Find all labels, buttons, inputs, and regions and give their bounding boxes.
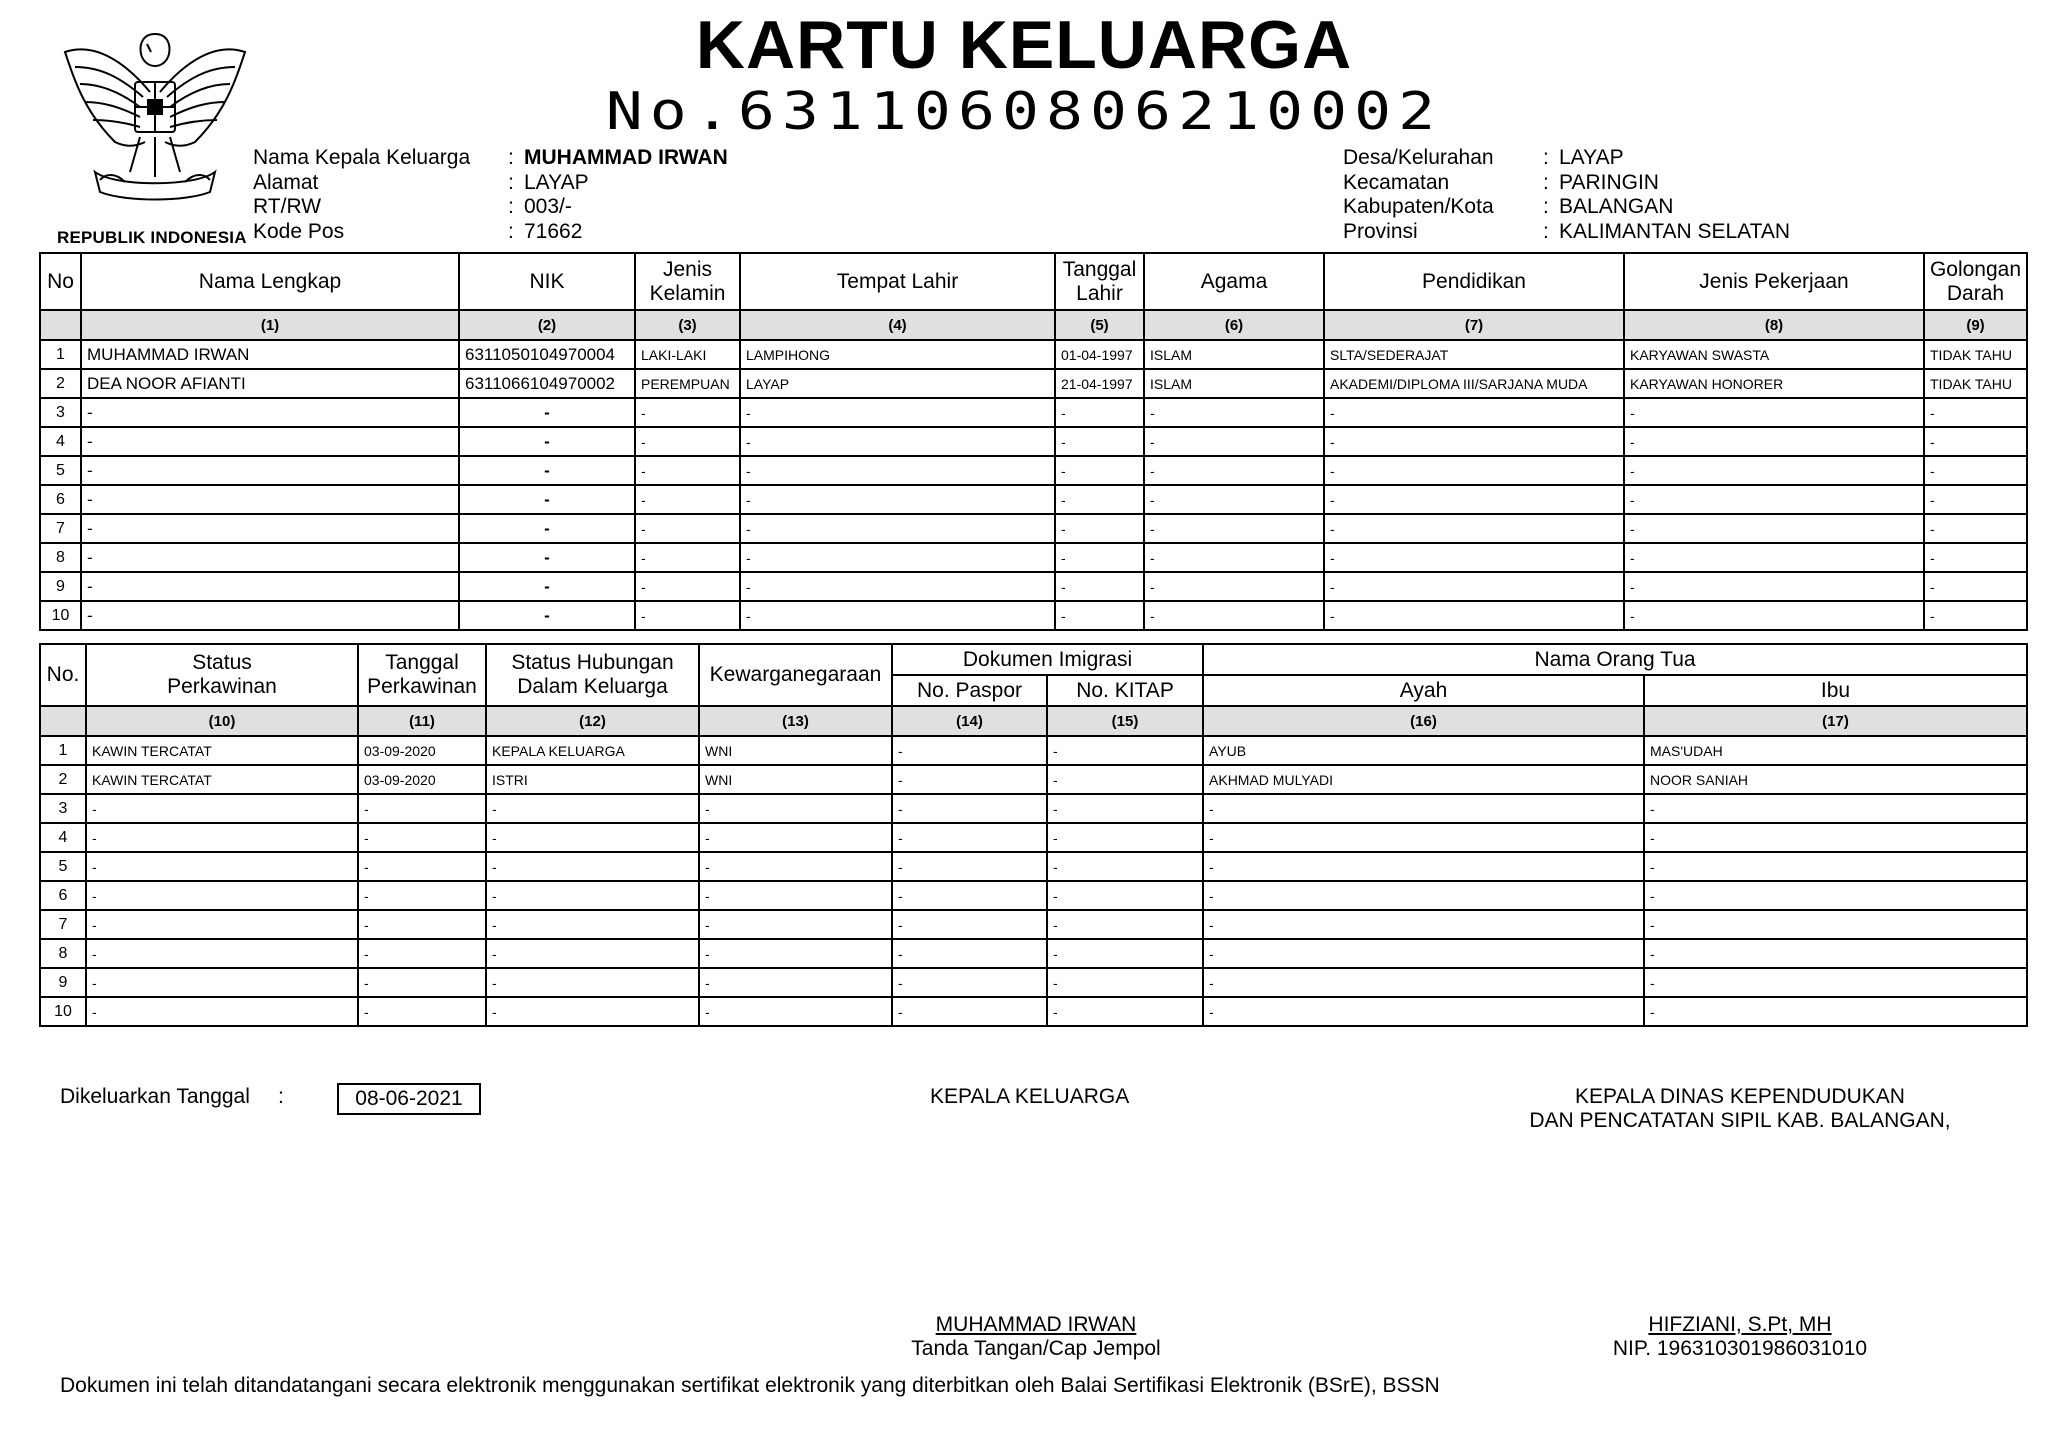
- table-cell: -: [81, 543, 459, 572]
- table-cell: -: [486, 823, 699, 852]
- table-cell: 6: [40, 485, 81, 514]
- table-cell: -: [1644, 794, 2027, 823]
- table-cell: -: [459, 572, 635, 601]
- table-cell: -: [892, 939, 1047, 968]
- table-cell: AYUB: [1203, 736, 1644, 765]
- document-title: KARTU KELUARGA: [695, 7, 1353, 83]
- table-cell: -: [740, 514, 1055, 543]
- table-row: [40, 852, 2027, 881]
- table-cell: 4: [40, 823, 86, 852]
- table-cell: 3: [40, 398, 81, 427]
- table-cell: -: [86, 852, 358, 881]
- table-cell: -: [635, 398, 740, 427]
- table-cell: -: [459, 543, 635, 572]
- table-cell: -: [892, 997, 1047, 1026]
- table-row: [40, 736, 2027, 765]
- header-cell: Nama Lengkap: [81, 253, 459, 310]
- header-cell: Jenis Kelamin: [635, 253, 740, 310]
- table-row: [40, 485, 2027, 514]
- kk-signer-name: MUHAMMAD IRWAN: [935, 1313, 1137, 1336]
- table-cell: -: [86, 823, 358, 852]
- table-row: [40, 398, 2027, 427]
- table-cell: ISTRI: [486, 765, 699, 794]
- table-cell: -: [1324, 572, 1624, 601]
- header-cell: Agama: [1144, 253, 1324, 310]
- table-cell: -: [699, 881, 892, 910]
- table-cell: SLTA/SEDERAJAT: [1324, 340, 1624, 369]
- table-cell: -: [1924, 456, 2027, 485]
- table-cell: -: [740, 485, 1055, 514]
- table-cell: -: [486, 997, 699, 1026]
- header-cell: Nama Orang Tua: [1203, 644, 2027, 675]
- table-cell: -: [86, 910, 358, 939]
- table-cell: -: [459, 456, 635, 485]
- header-cell: Pendidikan: [1324, 253, 1624, 310]
- table-cell: -: [1644, 997, 2027, 1026]
- header-cell: No: [40, 253, 81, 310]
- header-cell: Tanggal Perkawinan: [358, 644, 486, 706]
- table-cell: -: [1203, 794, 1644, 823]
- table-cell: 6311050104970004: [459, 340, 635, 369]
- table-cell: -: [486, 794, 699, 823]
- kepala-dinas-title-1: KEPALA DINAS KEPENDUDUKAN: [1575, 1085, 1905, 1108]
- table-cell: 21-04-1997: [1055, 369, 1144, 398]
- table-cell: -: [1047, 736, 1203, 765]
- header-cell: No. Paspor: [892, 675, 1047, 706]
- table-cell: 5: [40, 456, 81, 485]
- table-cell: -: [1203, 881, 1644, 910]
- table-cell: -: [358, 968, 486, 997]
- table-cell: -: [1624, 427, 1924, 456]
- table-cell: KARYAWAN SWASTA: [1624, 340, 1924, 369]
- table-cell: -: [740, 543, 1055, 572]
- table-cell: -: [1324, 514, 1624, 543]
- table-cell: TIDAK TAHU: [1924, 369, 2027, 398]
- table-cell: -: [1055, 456, 1144, 485]
- table-cell: -: [1055, 543, 1144, 572]
- table-cell: -: [86, 794, 358, 823]
- issued-colon: :: [278, 1085, 284, 1108]
- info-row-desa: Desa/Kelurahan : LAYAP: [1343, 146, 1624, 169]
- table-cell: -: [81, 485, 459, 514]
- table-cell: -: [1644, 881, 2027, 910]
- table-cell: -: [1047, 794, 1203, 823]
- table-cell: -: [1624, 601, 1924, 630]
- table-cell: TIDAK TAHU: [1924, 340, 2027, 369]
- table-cell: KEPALA KELUARGA: [486, 736, 699, 765]
- table-cell: -: [1924, 427, 2027, 456]
- table-cell: -: [635, 572, 740, 601]
- table-cell: -: [635, 456, 740, 485]
- table-cell: -: [459, 485, 635, 514]
- table-cell: -: [1924, 398, 2027, 427]
- table-cell: -: [358, 939, 486, 968]
- table-cell: -: [1047, 852, 1203, 881]
- table-cell: 01-04-1997: [1055, 340, 1144, 369]
- header-cell: Ibu: [1644, 675, 2027, 706]
- table-cell: LAYAP: [740, 369, 1055, 398]
- table-row: [40, 514, 2027, 543]
- table-cell: -: [81, 456, 459, 485]
- table-cell: -: [1055, 398, 1144, 427]
- table-cell: -: [740, 427, 1055, 456]
- table-cell: 2: [40, 369, 81, 398]
- table-cell: -: [1324, 543, 1624, 572]
- table-row: [40, 456, 2027, 485]
- table-cell: -: [1144, 456, 1324, 485]
- table-cell: -: [81, 427, 459, 456]
- info-row-kecamatan: Kecamatan : PARINGIN: [1343, 170, 1659, 194]
- table-cell: -: [1624, 514, 1924, 543]
- header-cell: NIK: [459, 253, 635, 310]
- table-cell: -: [1047, 881, 1203, 910]
- table-cell: 7: [40, 514, 81, 543]
- table-cell: -: [358, 794, 486, 823]
- table-cell: -: [1624, 485, 1924, 514]
- table-cell: -: [459, 601, 635, 630]
- table-cell: 3: [40, 794, 86, 823]
- header-cell: Tanggal Lahir: [1055, 253, 1144, 310]
- table-cell: -: [1047, 823, 1203, 852]
- header-cell: Status Perkawinan: [86, 644, 358, 706]
- info-row-kabupaten: Kabupaten/Kota : BALANGAN: [1343, 195, 1674, 218]
- table-cell: -: [699, 823, 892, 852]
- header-cell: Jenis Pekerjaan: [1624, 253, 1924, 310]
- table-cell: -: [1324, 456, 1624, 485]
- table-cell: -: [86, 939, 358, 968]
- table-row: [40, 601, 2027, 630]
- table-cell: NOOR SANIAH: [1644, 765, 2027, 794]
- table-cell: -: [1047, 968, 1203, 997]
- table-cell: -: [1203, 910, 1644, 939]
- table-cell: ISLAM: [1144, 369, 1324, 398]
- table-cell: -: [1203, 823, 1644, 852]
- table-row: [40, 794, 2027, 823]
- table-cell: -: [1144, 427, 1324, 456]
- table-cell: -: [1055, 427, 1144, 456]
- table-cell: 7: [40, 910, 86, 939]
- table-cell: 9: [40, 968, 86, 997]
- table-cell: 6311066104970002: [459, 369, 635, 398]
- table-cell: -: [699, 939, 892, 968]
- table-cell: -: [699, 997, 892, 1026]
- table-cell: -: [1924, 543, 2027, 572]
- table-cell: 8: [40, 543, 81, 572]
- table-cell: -: [740, 456, 1055, 485]
- table-cell: -: [892, 881, 1047, 910]
- table-cell: 10: [40, 601, 81, 630]
- kepala-keluarga-title: KEPALA KELUARGA: [930, 1085, 1130, 1108]
- table-cell: -: [358, 823, 486, 852]
- table-row: [40, 939, 2027, 968]
- table-cell: -: [81, 514, 459, 543]
- table-cell: -: [1047, 910, 1203, 939]
- table-cell: -: [1055, 514, 1144, 543]
- table-cell: -: [358, 852, 486, 881]
- table-cell: -: [486, 968, 699, 997]
- table-cell: -: [1644, 852, 2027, 881]
- table-cell: -: [1924, 485, 2027, 514]
- table-cell: 8: [40, 939, 86, 968]
- table-cell: -: [459, 514, 635, 543]
- table-cell: -: [635, 543, 740, 572]
- table-cell: -: [1047, 765, 1203, 794]
- table-cell: AKADEMI/DIPLOMA III/SARJANA MUDA: [1324, 369, 1624, 398]
- table-cell: -: [1624, 398, 1924, 427]
- table-cell: PEREMPUAN: [635, 369, 740, 398]
- table-cell: -: [1324, 398, 1624, 427]
- table-cell: -: [1144, 514, 1324, 543]
- table-cell: 4: [40, 427, 81, 456]
- dinas-signer-nip: NIP. 196310301986031010: [1612, 1337, 1868, 1360]
- table-cell: -: [486, 852, 699, 881]
- table-cell: LAKI-LAKI: [635, 340, 740, 369]
- table-cell: -: [1624, 456, 1924, 485]
- emblem-caption: REPUBLIK INDONESIA: [57, 228, 247, 247]
- table-cell: -: [1644, 968, 2027, 997]
- header-cell: Kewarganegaraan: [699, 644, 892, 706]
- table-cell: -: [1203, 968, 1644, 997]
- info-row-alamat: Alamat : LAYAP: [253, 170, 589, 194]
- table-cell: -: [892, 794, 1047, 823]
- table-cell: -: [81, 398, 459, 427]
- table-cell: 10: [40, 997, 86, 1026]
- table-cell: -: [459, 398, 635, 427]
- kk-signer-caption: Tanda Tangan/Cap Jempol: [911, 1337, 1161, 1360]
- table-cell: -: [699, 794, 892, 823]
- table-row: [40, 572, 2027, 601]
- kepala-dinas-title-2: DAN PENCATATAN SIPIL KAB. BALANGAN,: [1529, 1109, 1951, 1132]
- column-number-row: (1) (2) (3) (4) (5) (6) (7) (8) (9): [40, 310, 2027, 340]
- table-cell: -: [459, 427, 635, 456]
- table-cell: -: [635, 427, 740, 456]
- table-cell: -: [1324, 485, 1624, 514]
- table-cell: MAS'UDAH: [1644, 736, 2027, 765]
- table-cell: -: [1055, 572, 1144, 601]
- table-cell: -: [699, 968, 892, 997]
- head-of-family-name: MUHAMMAD IRWAN: [524, 146, 728, 169]
- header-cell: Golongan Darah: [1924, 253, 2027, 310]
- table-cell: AKHMAD MULYADI: [1203, 765, 1644, 794]
- table-cell: -: [1624, 543, 1924, 572]
- table-cell: -: [740, 398, 1055, 427]
- table-cell: -: [358, 881, 486, 910]
- status-table: [39, 643, 2028, 1027]
- table-cell: -: [1047, 939, 1203, 968]
- header-cell: Dokumen Imigrasi: [892, 644, 1203, 675]
- info-row-nama: Nama Kepala Keluarga : MUHAMMAD IRWAN: [253, 146, 728, 169]
- table-cell: -: [86, 881, 358, 910]
- table-cell: -: [1203, 939, 1644, 968]
- table-cell: -: [1644, 823, 2027, 852]
- table-row: [40, 881, 2027, 910]
- info-row-rtrw: RT/RW : 003/-: [253, 195, 572, 218]
- header-cell: Ayah: [1203, 675, 1644, 706]
- table-cell: -: [86, 968, 358, 997]
- table-cell: -: [1324, 427, 1624, 456]
- table-cell: -: [1055, 601, 1144, 630]
- header-cell: Status Hubungan Dalam Keluarga: [486, 644, 699, 706]
- table-cell: -: [1924, 572, 2027, 601]
- table-cell: -: [1144, 543, 1324, 572]
- table-cell: -: [699, 910, 892, 939]
- table-cell: -: [486, 939, 699, 968]
- table-row: [40, 369, 2027, 398]
- table-cell: KAWIN TERCATAT: [86, 736, 358, 765]
- table-cell: -: [892, 910, 1047, 939]
- table-row: [40, 340, 2027, 369]
- table-cell: -: [892, 852, 1047, 881]
- table-row: [40, 968, 2027, 997]
- table-cell: -: [86, 997, 358, 1026]
- table-cell: ISLAM: [1144, 340, 1324, 369]
- table-cell: -: [486, 881, 699, 910]
- info-row-provinsi: Provinsi : KALIMANTAN SELATAN: [1343, 219, 1791, 243]
- table-cell: -: [1144, 398, 1324, 427]
- table-cell: MUHAMMAD IRWAN: [81, 340, 459, 369]
- table-cell: -: [635, 485, 740, 514]
- header-cell: No. KITAP: [1047, 675, 1203, 706]
- table-cell: -: [1144, 572, 1324, 601]
- table-cell: -: [1644, 910, 2027, 939]
- table-cell: KARYAWAN HONORER: [1624, 369, 1924, 398]
- table-cell: -: [1324, 601, 1624, 630]
- table-row: [40, 543, 2027, 572]
- table-cell: 03-09-2020: [358, 736, 486, 765]
- column-number-row: (10) (11) (12) (13) (14) (15) (16) (17): [40, 706, 2027, 736]
- table-cell: -: [1055, 485, 1144, 514]
- issued-label: Dikeluarkan Tanggal: [60, 1085, 250, 1108]
- table-cell: -: [358, 997, 486, 1026]
- table-cell: -: [486, 910, 699, 939]
- dinas-signer-name: HIFZIANI, S.Pt, MH: [1648, 1313, 1832, 1336]
- table-cell: 5: [40, 852, 86, 881]
- table-cell: 03-09-2020: [358, 765, 486, 794]
- table-cell: -: [635, 514, 740, 543]
- table-cell: 1: [40, 340, 81, 369]
- table-cell: -: [892, 968, 1047, 997]
- table-cell: 2: [40, 765, 86, 794]
- table-cell: -: [1203, 852, 1644, 881]
- table-cell: KAWIN TERCATAT: [86, 765, 358, 794]
- table-cell: LAMPIHONG: [740, 340, 1055, 369]
- table-cell: -: [1644, 939, 2027, 968]
- table-cell: -: [1047, 997, 1203, 1026]
- table-cell: WNI: [699, 736, 892, 765]
- table-cell: 9: [40, 572, 81, 601]
- family-info-left: [253, 146, 728, 244]
- table-cell: -: [892, 736, 1047, 765]
- table-cell: -: [81, 572, 459, 601]
- table-cell: -: [1924, 514, 2027, 543]
- table-cell: WNI: [699, 765, 892, 794]
- members-header-row: [40, 253, 2027, 310]
- table-cell: -: [358, 910, 486, 939]
- info-row-kodepos: Kode Pos : 71662: [253, 219, 583, 243]
- table-cell: -: [81, 601, 459, 630]
- table-cell: -: [1624, 572, 1924, 601]
- table-cell: -: [892, 765, 1047, 794]
- table-cell: DEA NOOR AFIANTI: [81, 369, 459, 398]
- table-cell: -: [892, 823, 1047, 852]
- table-row: [40, 997, 2027, 1026]
- table-cell: -: [1144, 601, 1324, 630]
- electronic-signature-disclaimer: Dokumen ini telah ditandatangani secara elektronik menggunakan sertifikat elektronik yang diterbitkan oleh Balai Sertifikasi Elektronik (BSrE), BSSN: [60, 1374, 1440, 1397]
- table-cell: -: [699, 852, 892, 881]
- document-number: No.6311060806210002: [605, 82, 1443, 142]
- table-cell: -: [1203, 997, 1644, 1026]
- issued-date: 08-06-2021: [337, 1083, 481, 1115]
- table-cell: -: [1144, 485, 1324, 514]
- header-cell: No.: [40, 644, 86, 706]
- table-cell: 1: [40, 736, 86, 765]
- status-header-row-1: [40, 644, 2027, 675]
- family-info-right: [1343, 146, 1790, 244]
- table-cell: -: [740, 572, 1055, 601]
- table-row: [40, 765, 2027, 794]
- header-cell: Tempat Lahir: [740, 253, 1055, 310]
- members-table: [39, 252, 2028, 631]
- table-cell: -: [635, 601, 740, 630]
- table-cell: -: [740, 601, 1055, 630]
- table-row: [40, 910, 2027, 939]
- table-row: [40, 427, 2027, 456]
- table-cell: 6: [40, 881, 86, 910]
- table-row: [40, 823, 2027, 852]
- table-cell: -: [1924, 601, 2027, 630]
